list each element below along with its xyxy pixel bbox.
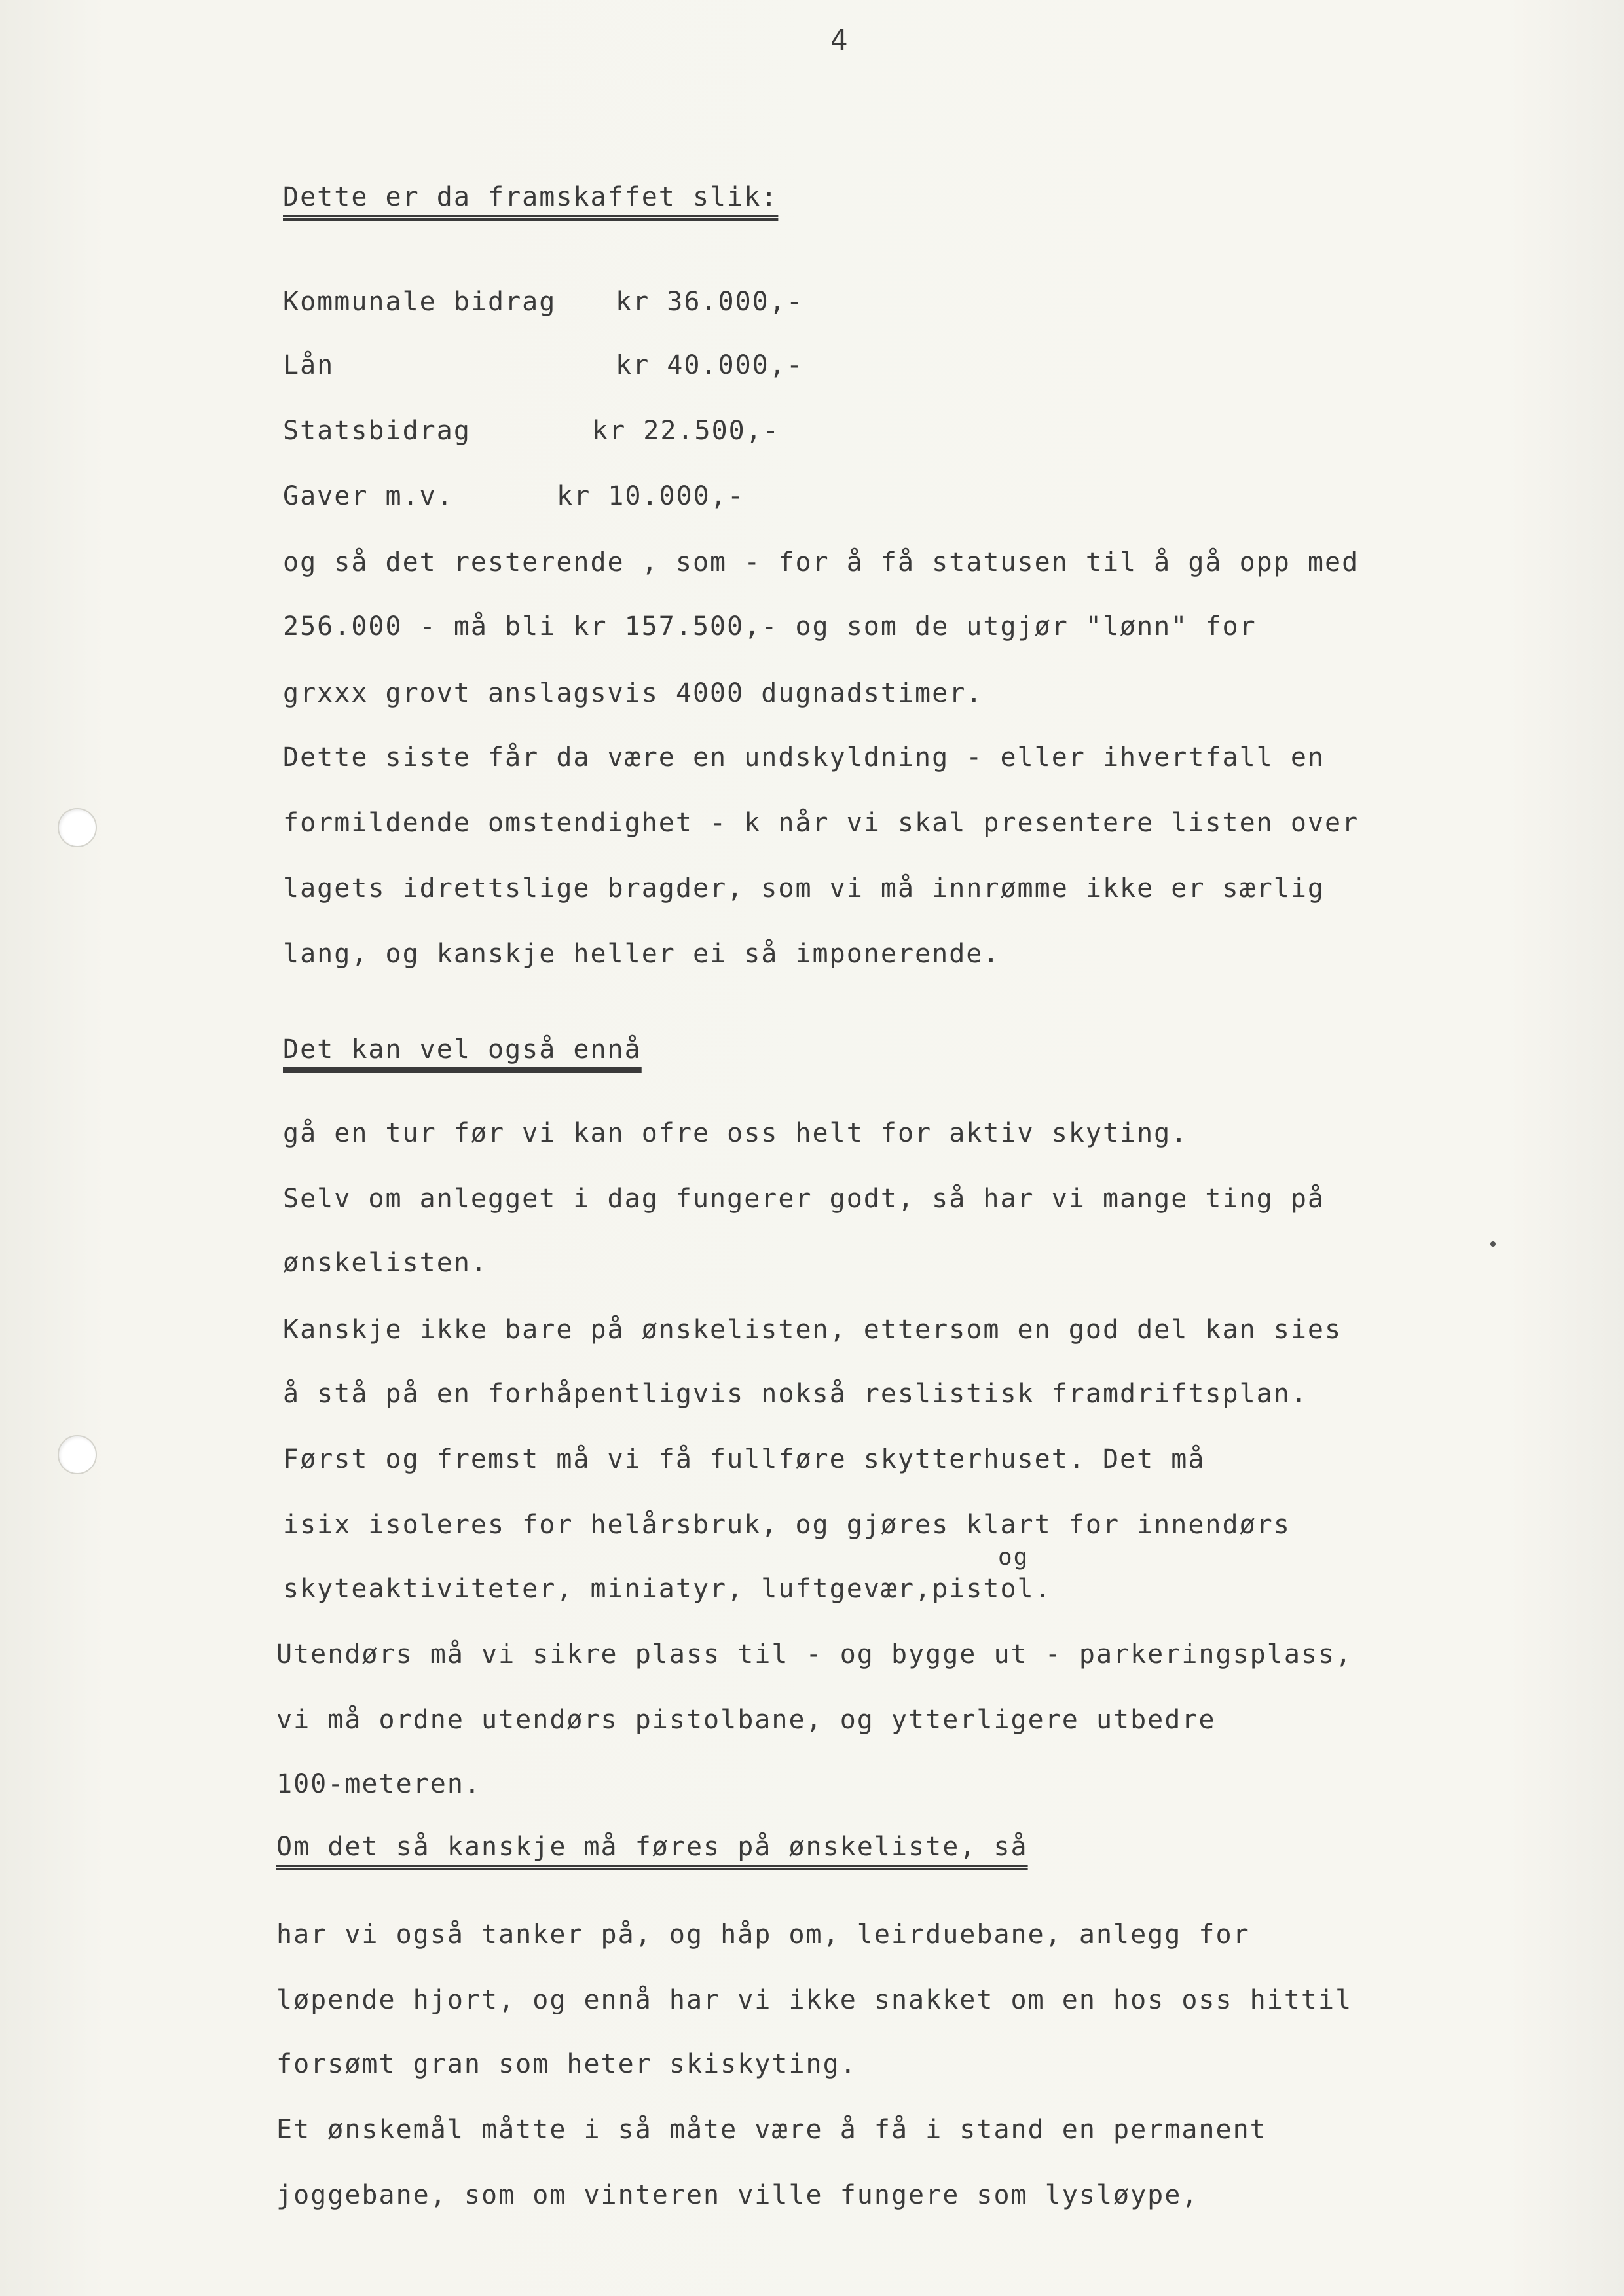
text-line: grxxx grovt anslagsvis 4000 dugnadstimer. bbox=[283, 678, 984, 708]
funding-amount: kr 10.000,- bbox=[557, 481, 745, 511]
text-line: Kanskje ikke bare på ønskelisten, ettersom en god del kan sies bbox=[283, 1315, 1342, 1345]
text-line: å stå på en forhåpentligvis nokså reslistisk framdriftsplan. bbox=[283, 1379, 1308, 1409]
text-line: løpende hjort, og ennå har vi ikke snakket om en hos oss hittil bbox=[276, 1985, 1353, 2015]
text-line: gå en tur før vi kan ofre oss helt for aktiv skyting. bbox=[283, 1118, 1189, 1148]
funding-label: Kommunale bidrag bbox=[283, 287, 557, 317]
funding-amount: kr 22.500,- bbox=[592, 416, 780, 446]
heading-plans: Det kan vel også ennå bbox=[283, 1034, 642, 1065]
text-line: formildende omstendighet - k når vi skal presentere listen over bbox=[283, 808, 1359, 838]
funding-amount: kr 36.000,- bbox=[616, 287, 803, 317]
heading-funding: Dette er da framskaffet slik: bbox=[283, 182, 779, 212]
funding-label: Lån bbox=[283, 350, 335, 380]
text-line: lang, og kanskje heller ei så imponerende. bbox=[283, 939, 1001, 969]
heading-wishlist: Om det så kanskje må føres på ønskeliste, så bbox=[276, 1832, 1028, 1862]
stray-dot bbox=[1490, 1241, 1496, 1247]
punch-hole-top bbox=[58, 808, 97, 847]
text-line: vi må ordne utendørs pistolbane, og ytterligere utbedre bbox=[276, 1705, 1216, 1735]
inserted-word: og bbox=[998, 1544, 1029, 1571]
text-line: har vi også tanker på, og håp om, leirduebane, anlegg for bbox=[276, 1920, 1250, 1950]
text-line: og så det resterende , som - for å få statusen til å gå opp med bbox=[283, 547, 1359, 577]
text-line: Dette siste får da være en undskyldning - eller ihvertfall en bbox=[283, 742, 1325, 773]
text-line: 100-meteren. bbox=[276, 1769, 481, 1799]
text-line: ønskelisten. bbox=[283, 1248, 488, 1278]
funding-label: Statsbidrag bbox=[283, 416, 471, 446]
text-line: joggebane, som om vinteren ville fungere som lysløype, bbox=[276, 2180, 1199, 2210]
page-number: 4 bbox=[830, 24, 849, 57]
text-line: Selv om anlegget i dag fungerer godt, så har vi mange ting på bbox=[283, 1184, 1325, 1214]
text-line: isix isoleres for helårsbruk, og gjøres klart for innendørs bbox=[283, 1510, 1291, 1540]
text-line: Utendørs må vi sikre plass til - og bygge ut - parkeringsplass, bbox=[276, 1639, 1353, 1669]
punch-hole-bottom bbox=[58, 1435, 97, 1474]
text-line: lagets idrettslige bragder, som vi må innrømme ikke er særlig bbox=[283, 873, 1325, 903]
text-line: Først og fremst må vi få fullføre skytterhuset. Det må bbox=[283, 1444, 1206, 1474]
funding-amount: kr 40.000,- bbox=[616, 350, 803, 380]
text-line: forsømt gran som heter skiskyting. bbox=[276, 2049, 857, 2079]
text-line: 256.000 - må bli kr 157.500,- og som de utgjør "lønn" for bbox=[283, 611, 1257, 642]
text-line: Et ønskemål måtte i så måte være å få i stand en permanent bbox=[276, 2115, 1267, 2145]
text-line: skyteaktiviteter, miniatyr, luftgevær,pistol. bbox=[283, 1574, 1052, 1604]
funding-label: Gaver m.v. bbox=[283, 481, 454, 511]
